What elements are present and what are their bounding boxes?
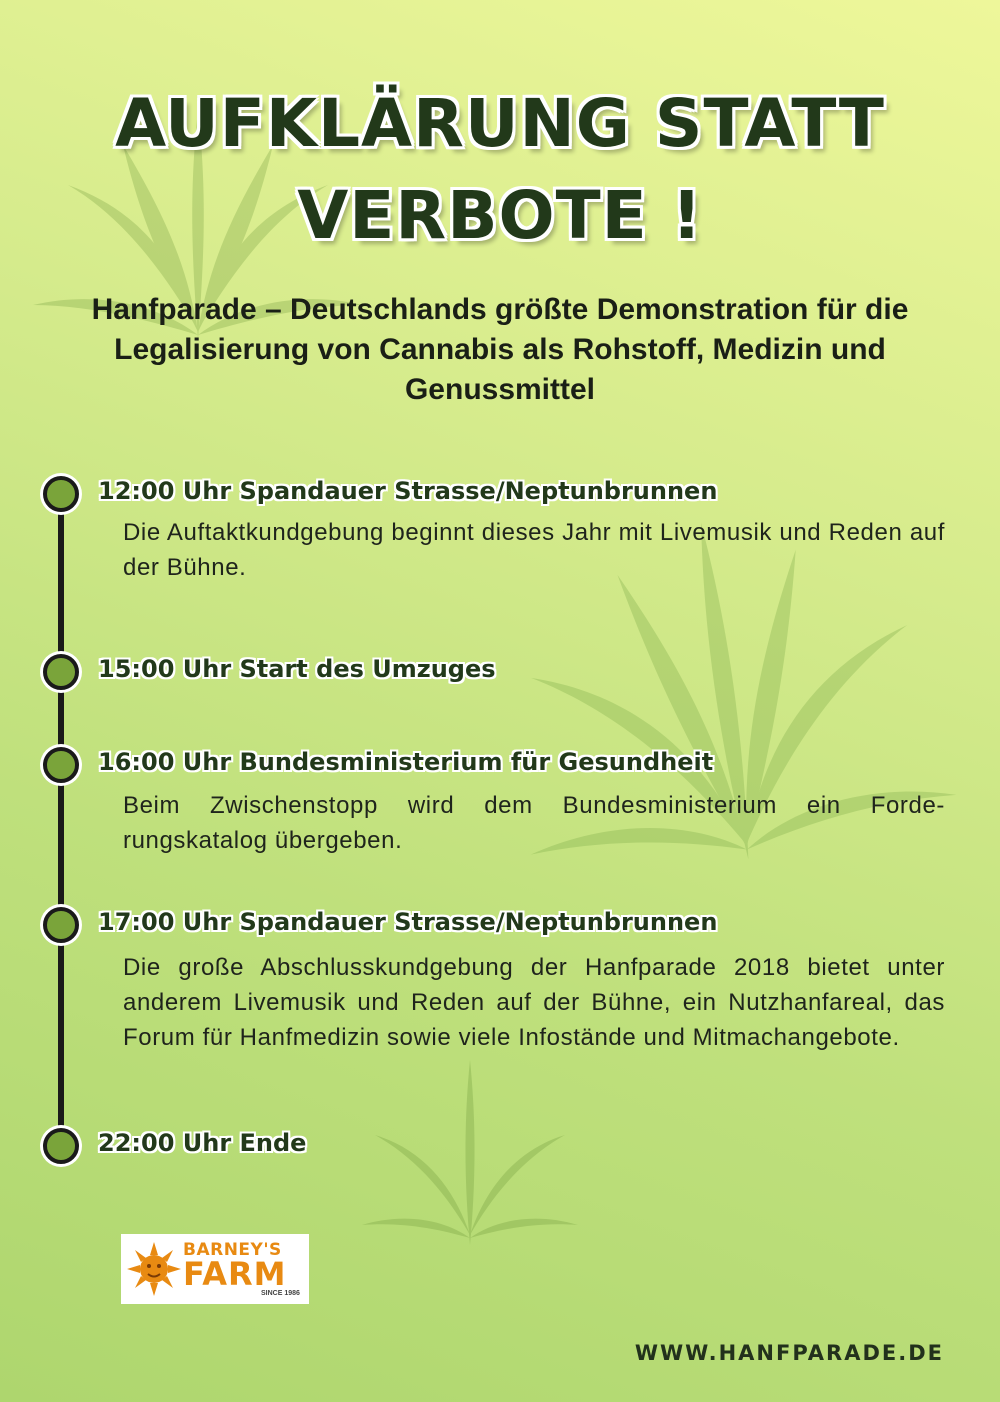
- event-description-1: Die Auftaktkundgebung beginnt dieses Jahr mit Livemusik und Reden auf der Bühne.: [123, 519, 945, 581]
- event-time-5: 22:00 Uhr Ende: [98, 1129, 307, 1157]
- timeline-line: [58, 492, 64, 1147]
- event-time-1: 12:00 Uhr Spandauer Strasse/Neptunbrunnen: [98, 477, 718, 505]
- event-time-2: 15:00 Uhr Start des Umzuges: [98, 655, 496, 683]
- cannabis-leaf-icon: [360, 1050, 580, 1250]
- headline: [0, 78, 1000, 262]
- sponsor-name-top: BARNEY'S: [183, 1240, 282, 1260]
- timeline-dot: [43, 907, 79, 943]
- timeline-dot: [43, 1128, 79, 1164]
- sun-face-icon: [127, 1240, 181, 1298]
- timeline-dot: [43, 747, 79, 783]
- event-time-4: 17:00 Uhr Spandauer Strasse/Neptunbrunnen: [98, 908, 718, 936]
- event-description-3: Beim Zwischenstopp wird dem Bundesministerium ein Forde-rungskatalog übergeben.: [123, 792, 945, 854]
- timeline-dot: [43, 476, 79, 512]
- subtitle: Hanfparade – Deutschlands größte Demonstration für die Legalisierung von Cannabis als Rohstoff, Medizin und Genussmittel: [91, 293, 909, 406]
- headline-line-1: AUFKLÄRUNG STATT: [115, 85, 885, 162]
- sponsor-since: SINCE 1986: [261, 1290, 300, 1297]
- sponsor-name-main: FARM: [183, 1255, 287, 1293]
- website-url: WWW.HANFPARADE.DE: [634, 1341, 944, 1365]
- event-description-4: Die große Abschlusskundgebung der Hanfparade 2018 bietet unter anderem Livemusik und Reden auf der Bühne, ein Nutzhanfareal, das Forum für Hanfmedizin sowie viele Infostände und Mitmachangebote.: [123, 954, 945, 1051]
- event-time-3: 16:00 Uhr Bundesministerium für Gesundheit: [98, 748, 714, 776]
- timeline-dot: [43, 654, 79, 690]
- sponsor-logo: [121, 1234, 309, 1304]
- headline-line-2: VERBOTE !: [297, 177, 703, 254]
